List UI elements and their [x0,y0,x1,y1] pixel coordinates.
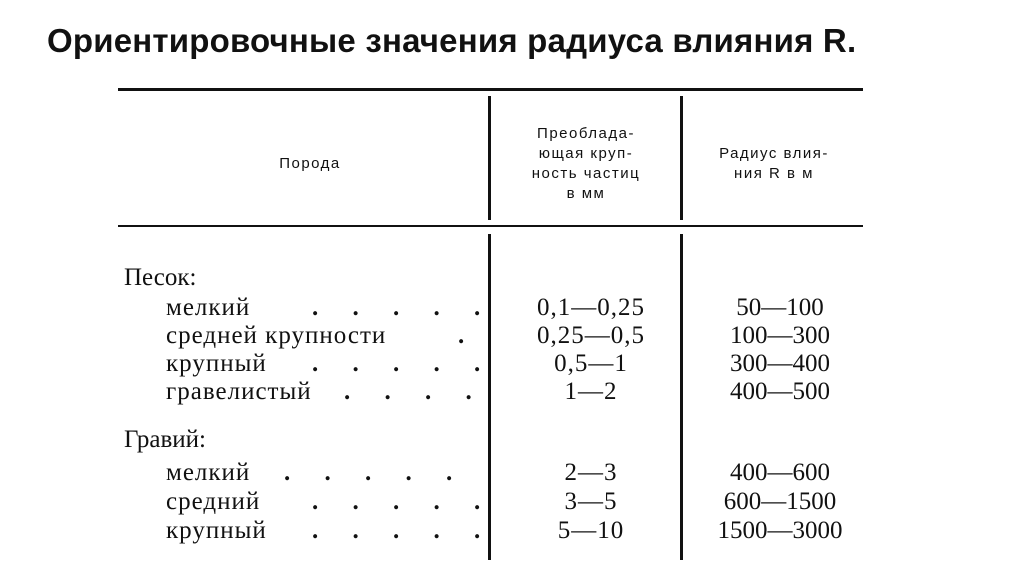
row-radius: 1500—3000 [717,517,843,544]
table-row [0,350,1024,378]
row-radius: 400—600 [730,459,830,486]
header-grain-line: ющая круп- [538,145,634,162]
row-leader-dots: . . . . . [312,294,495,321]
column-divider-1 [488,96,491,220]
row-grain-size: 0,1—0,25 [537,294,645,321]
row-leader-dots: . . . . . [312,517,495,544]
row-name: средней крупности [166,322,387,349]
row-grain-size: 5—10 [557,517,625,544]
row-grain-size: 0,5—1 [554,350,628,377]
row-grain-size: 3—5 [564,488,618,515]
column-divider-2 [680,96,683,220]
group-label-sand: Песок: [124,264,197,291]
row-radius: 600—1500 [723,488,837,515]
group-label-gravel: Гравий: [124,426,206,453]
header-grain-line: в мм [566,185,606,202]
row-name: крупный [166,350,267,377]
row-name: мелкий [166,459,251,486]
row-leader-dots: . . . . . [284,459,467,486]
row-name: крупный [166,517,267,544]
header-radius-line: Радиус влия- [719,145,829,162]
table-top-rule [118,88,863,91]
header-bottom-rule [118,225,863,227]
table-row [0,459,1024,487]
row-radius: 300—400 [730,350,830,377]
row-grain-size: 2—3 [564,459,618,486]
header-grain-size [492,124,680,204]
table-row [0,517,1024,545]
row-grain-size: 0,25—0,5 [537,322,645,349]
row-name: мелкий [166,294,251,321]
row-leader-dots: . . . . . [312,488,495,515]
header-radius [684,144,864,184]
page-title: Ориентировочные значения радиуса влияния R. [47,22,857,59]
row-radius: 400—500 [730,378,830,405]
row-leader-dots: . . . . . [312,350,495,377]
header-grain-line: ность частиц [531,165,641,182]
header-radius-line: ния R в м [734,165,814,182]
table-row [0,488,1024,516]
row-radius: 100—300 [730,322,830,349]
row-name: гравелистый [166,378,312,405]
row-leader-dots: . [458,322,479,349]
header-grain-line: Преоблада- [537,125,635,142]
row-leader-dots: . . . . [344,378,486,405]
table-row [0,294,1024,322]
table-row [0,378,1024,406]
row-name: средний [166,488,261,515]
row-radius: 50—100 [736,294,824,321]
row-grain-size: 1—2 [564,378,618,405]
header-rock-label: Порода [279,155,341,172]
table-row [0,322,1024,350]
header-rock [200,154,420,174]
